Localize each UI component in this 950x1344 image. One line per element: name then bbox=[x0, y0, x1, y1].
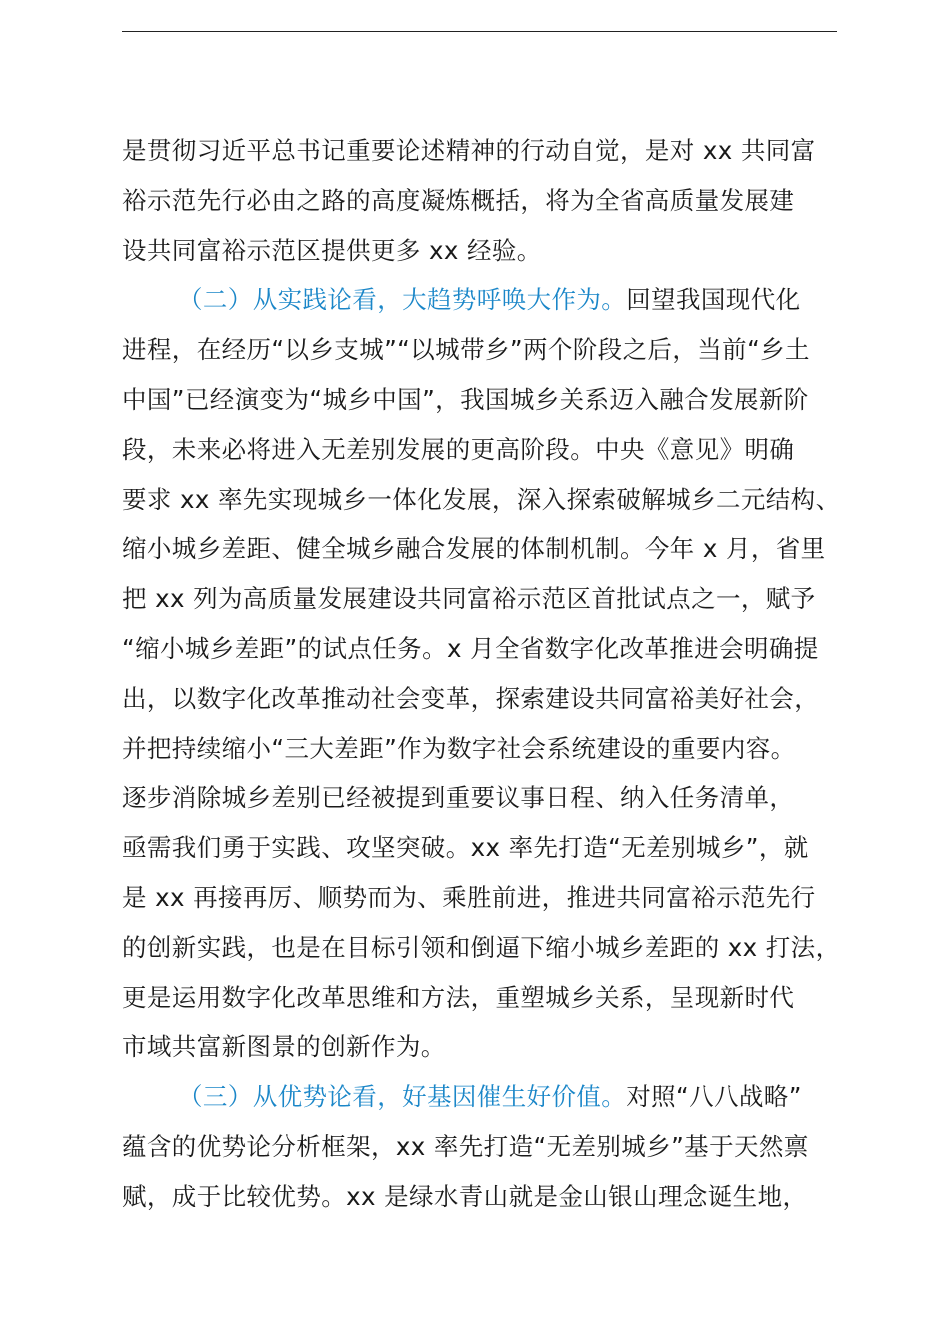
header-rule bbox=[122, 31, 837, 32]
text-line: 市域共富新图景的创新作为。 bbox=[122, 1032, 446, 1062]
text-line: 把 xx 列为高质量发展建设共同富裕示范区首批试点之一，赋予 bbox=[122, 584, 816, 614]
text-line: 中国”已经演变为“城乡中国”，我国城乡关系迈入融合发展新阶 bbox=[122, 384, 809, 414]
text-run: 回望我国现代化 bbox=[626, 285, 801, 315]
text-line: 出，以数字化改革推动社会变革，探索建设共同富裕美好社会， bbox=[122, 683, 820, 713]
text-line: 并把持续缩小“三大差距”作为数字社会系统建设的重要内容。 bbox=[122, 733, 796, 763]
text-line: 裕示范先行必由之路的高度凝炼概括，将为全省高质量发展建 bbox=[122, 185, 795, 215]
section-heading-line bbox=[122, 275, 867, 325]
text-line: 亟需我们勇于实践、攻坚突破。xx 率先打造“无差别城乡”，就 bbox=[122, 833, 809, 863]
text-line: 的创新实践，也是在目标引领和倒逼下缩小城乡差距的 xx 打法， bbox=[122, 932, 841, 962]
text-line: “缩小城乡差距”的试点任务。x 月全省数字化改革推进会明确提 bbox=[122, 633, 819, 663]
text-line: 蕴含的优势论分析框架，xx 率先打造“无差别城乡”基于天然禀 bbox=[122, 1131, 809, 1161]
text-line: 段，未来必将进入无差别发展的更高阶段。中央《意见》明确 bbox=[122, 434, 795, 464]
text-line: 缩小城乡差距、健全城乡融合发展的体制机制。今年 x 月，省里 bbox=[122, 534, 826, 564]
text-line: 设共同富裕示范区提供更多 xx 经验。 bbox=[122, 235, 542, 265]
section-heading-line bbox=[122, 1072, 867, 1122]
text-line: 逐步消除城乡差别已经被提到重要议事日程、纳入任务清单， bbox=[122, 783, 795, 813]
text-run: 对照“八八战略” bbox=[626, 1082, 802, 1112]
section-heading: （三）从优势论看，好基因催生好价值。 bbox=[178, 1082, 627, 1112]
document-body bbox=[122, 126, 867, 1222]
text-line: 进程，在经历“以乡支城”“以城带乡”两个阶段之后，当前“乡土 bbox=[122, 335, 810, 365]
section-heading: （二）从实践论看，大趋势呼唤大作为。 bbox=[178, 285, 627, 315]
text-line: 要求 xx 率先实现城乡一体化发展，深入探索破解城乡二元结构、 bbox=[122, 484, 841, 514]
text-line: 赋，成于比较优势。xx 是绿水青山就是金山银山理念诞生地， bbox=[122, 1181, 808, 1211]
text-line: 是贯彻习近平总书记重要论述精神的行动自觉，是对 xx 共同富 bbox=[122, 136, 816, 165]
text-line: 是 xx 再接再厉、顺势而为、乘胜前进，推进共同富裕示范先行 bbox=[122, 882, 816, 912]
text-line: 更是运用数字化改革思维和方法，重塑城乡关系，呈现新时代 bbox=[122, 982, 795, 1012]
